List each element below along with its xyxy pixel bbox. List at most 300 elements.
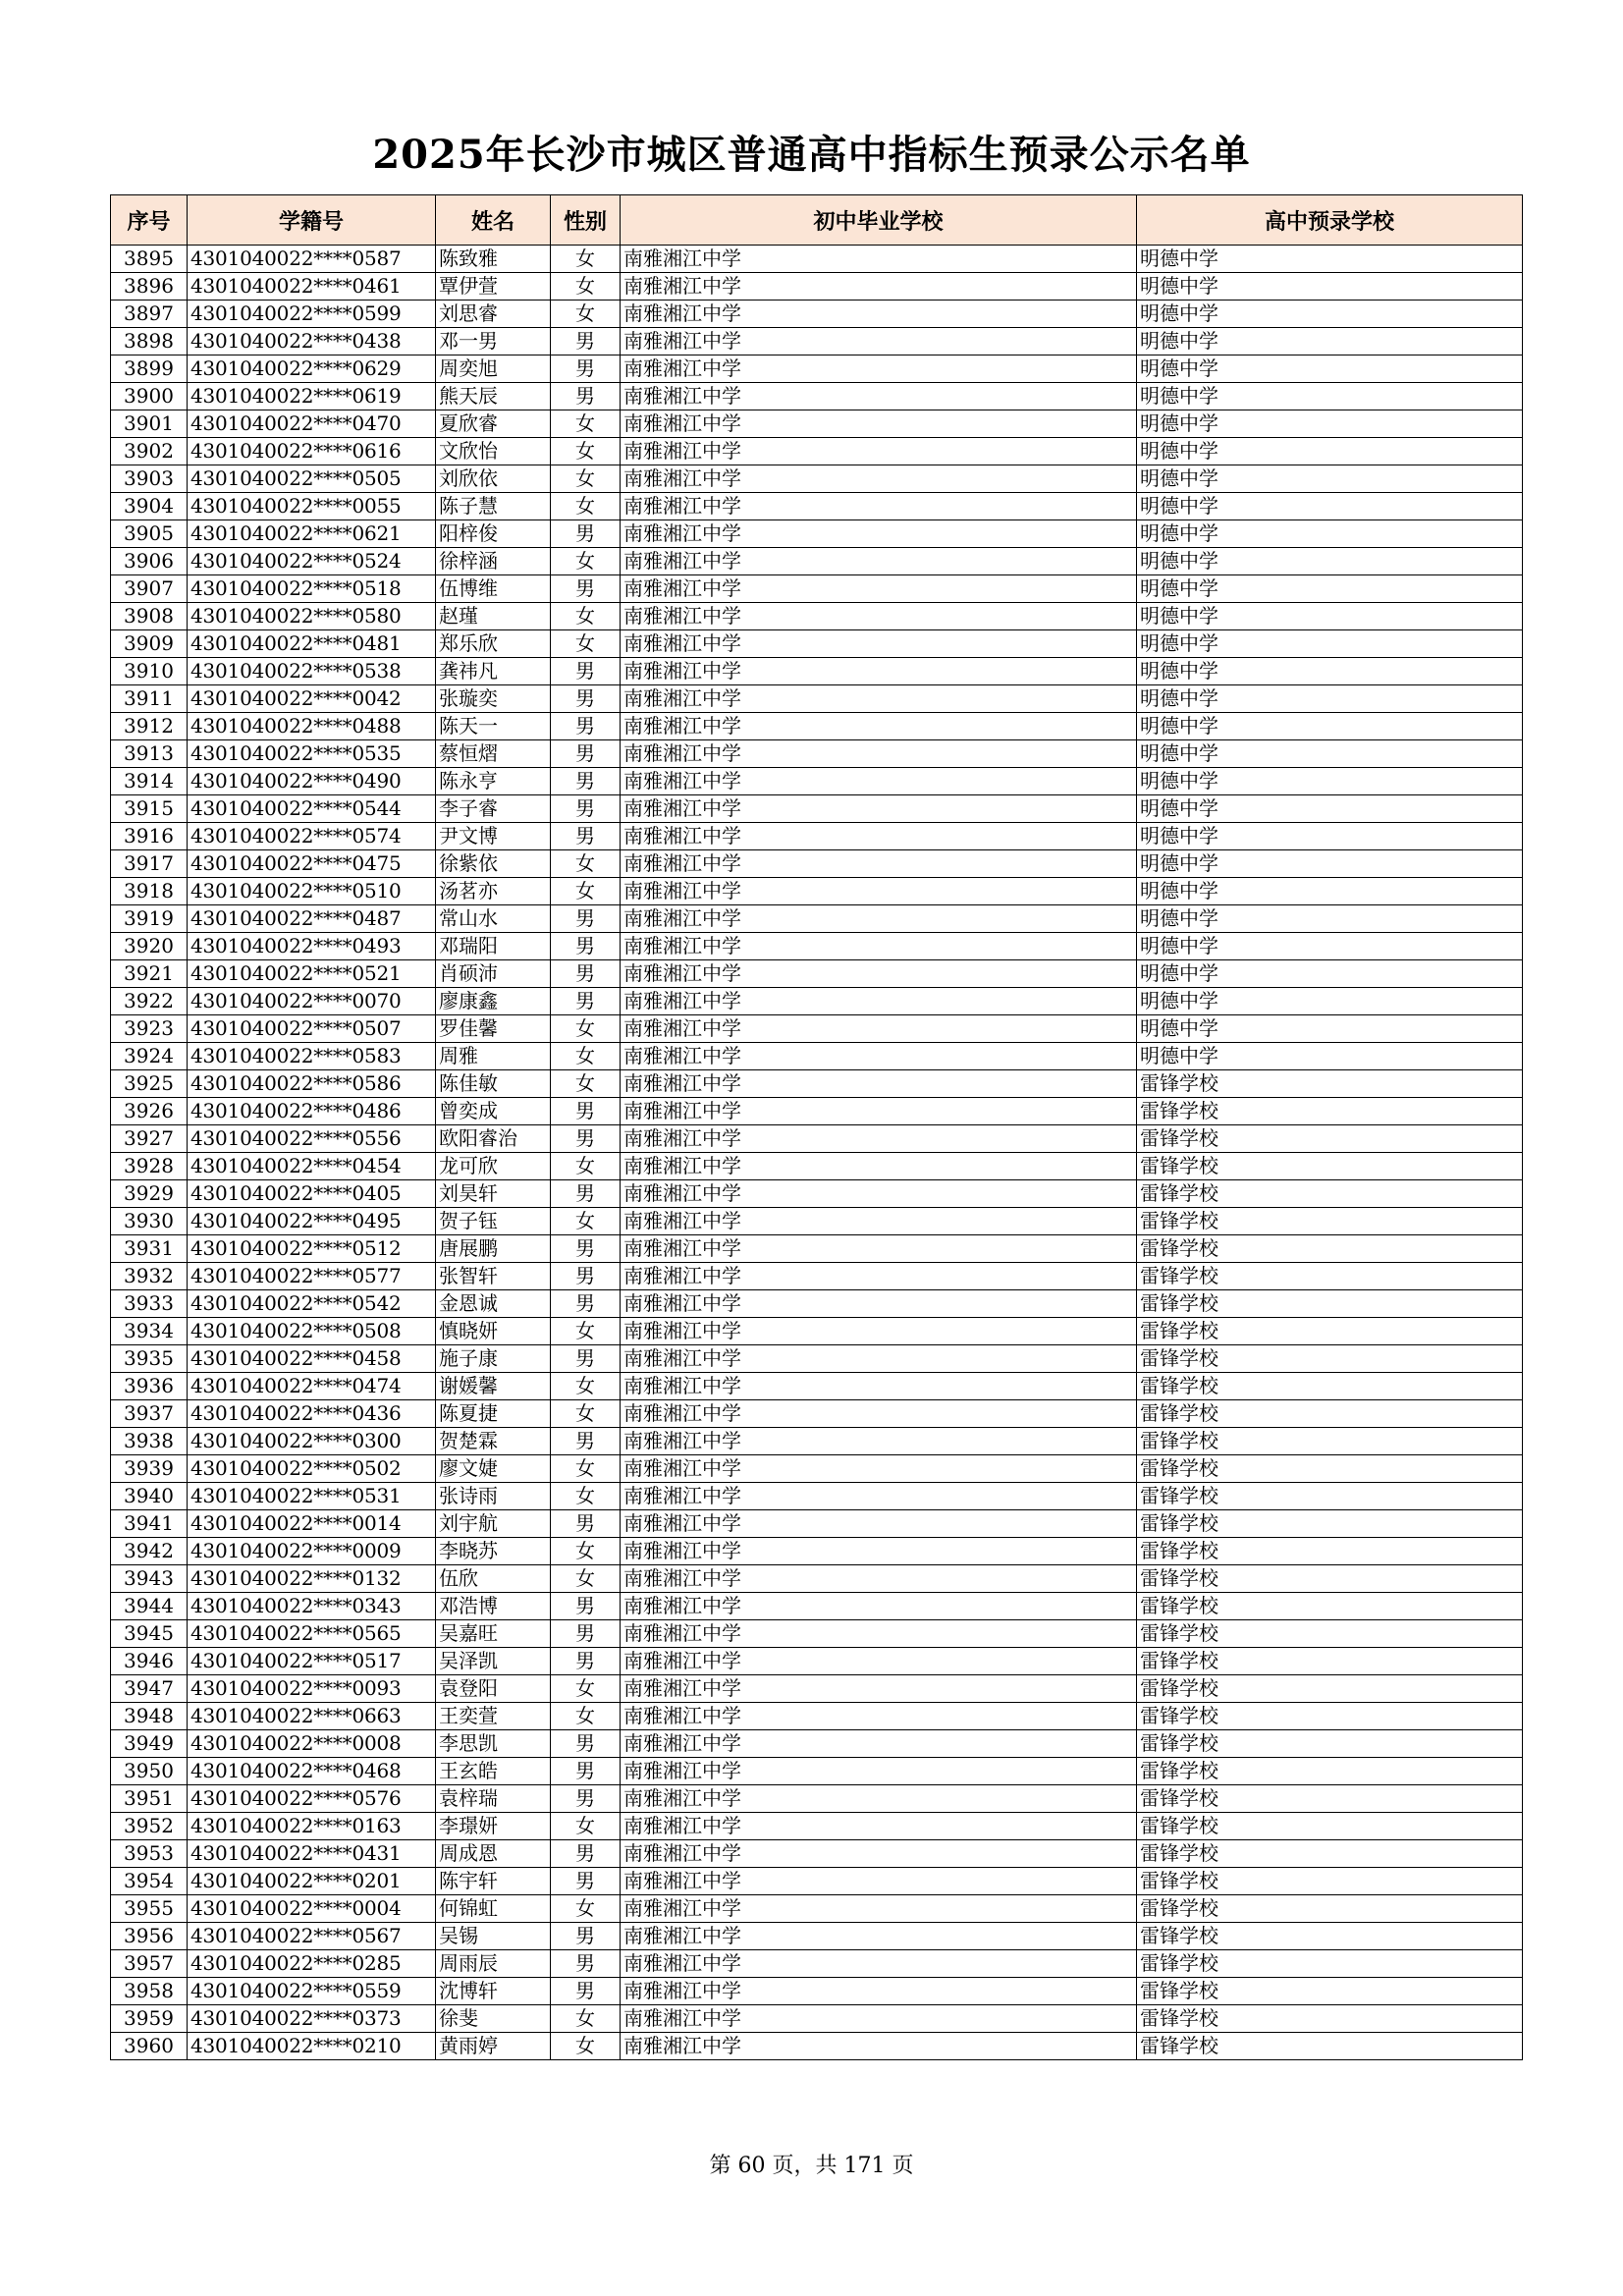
cell-name: 陈永亨 xyxy=(436,768,551,795)
table-row xyxy=(111,1758,1523,1785)
cell-junior-school: 南雅湘江中学 xyxy=(621,878,1137,905)
cell-name: 文欣怡 xyxy=(436,438,551,465)
cell-junior-school: 南雅湘江中学 xyxy=(621,1923,1137,1950)
table-row xyxy=(111,438,1523,465)
cell-num: 3915 xyxy=(111,795,188,823)
cell-name: 黄雨婷 xyxy=(436,2033,551,2060)
cell-student-id: 4301040022****0524 xyxy=(188,548,436,575)
cell-sex: 男 xyxy=(551,1593,621,1620)
table-row xyxy=(111,575,1523,603)
cell-name: 周雨辰 xyxy=(436,1950,551,1978)
cell-student-id: 4301040022****0008 xyxy=(188,1730,436,1758)
cell-name: 徐斐 xyxy=(436,2005,551,2033)
table-row xyxy=(111,905,1523,933)
cell-junior-school: 南雅湘江中学 xyxy=(621,1538,1137,1565)
table-row xyxy=(111,1785,1523,1813)
cell-senior-school: 明德中学 xyxy=(1137,850,1523,878)
cell-name: 何锦虹 xyxy=(436,1895,551,1923)
cell-num: 3914 xyxy=(111,768,188,795)
cell-sex: 男 xyxy=(551,328,621,355)
cell-name: 陈夏捷 xyxy=(436,1400,551,1428)
cell-name: 肖硕沛 xyxy=(436,960,551,988)
cell-num: 3927 xyxy=(111,1125,188,1153)
cell-student-id: 4301040022****0663 xyxy=(188,1703,436,1730)
table-row xyxy=(111,1620,1523,1648)
cell-senior-school: 雷锋学校 xyxy=(1137,1455,1523,1483)
cell-student-id: 4301040022****0517 xyxy=(188,1648,436,1675)
header-junior-school: 初中毕业学校 xyxy=(621,195,1137,246)
table-row xyxy=(111,520,1523,548)
cell-student-id: 4301040022****0468 xyxy=(188,1758,436,1785)
cell-sex: 女 xyxy=(551,1703,621,1730)
cell-senior-school: 明德中学 xyxy=(1137,905,1523,933)
cell-senior-school: 雷锋学校 xyxy=(1137,1345,1523,1373)
table-row xyxy=(111,1813,1523,1840)
cell-student-id: 4301040022****0486 xyxy=(188,1098,436,1125)
cell-student-id: 4301040022****0461 xyxy=(188,273,436,301)
cell-senior-school: 明德中学 xyxy=(1137,603,1523,630)
admission-list-table xyxy=(110,194,1523,2060)
cell-sex: 男 xyxy=(551,960,621,988)
table-row xyxy=(111,1950,1523,1978)
cell-name: 陈致雅 xyxy=(436,246,551,273)
cell-student-id: 4301040022****0521 xyxy=(188,960,436,988)
cell-num: 3957 xyxy=(111,1950,188,1978)
header-row xyxy=(111,195,1523,246)
table-row xyxy=(111,1318,1523,1345)
table-row xyxy=(111,1345,1523,1373)
cell-name: 张璇奕 xyxy=(436,685,551,713)
cell-junior-school: 南雅湘江中学 xyxy=(621,410,1137,438)
cell-name: 陈子慧 xyxy=(436,493,551,520)
cell-sex: 男 xyxy=(551,1648,621,1675)
cell-senior-school: 雷锋学校 xyxy=(1137,1565,1523,1593)
cell-student-id: 4301040022****0042 xyxy=(188,685,436,713)
table-row xyxy=(111,2033,1523,2060)
cell-junior-school: 南雅湘江中学 xyxy=(621,1620,1137,1648)
cell-sex: 女 xyxy=(551,1043,621,1070)
cell-name: 罗佳馨 xyxy=(436,1015,551,1043)
cell-name: 陈佳敏 xyxy=(436,1070,551,1098)
table-row xyxy=(111,1675,1523,1703)
cell-student-id: 4301040022****0055 xyxy=(188,493,436,520)
cell-senior-school: 明德中学 xyxy=(1137,465,1523,493)
cell-sex: 女 xyxy=(551,1895,621,1923)
cell-num: 3938 xyxy=(111,1428,188,1455)
cell-student-id: 4301040022****0163 xyxy=(188,1813,436,1840)
cell-student-id: 4301040022****0535 xyxy=(188,740,436,768)
cell-senior-school: 雷锋学校 xyxy=(1137,1813,1523,1840)
cell-num: 3896 xyxy=(111,273,188,301)
cell-sex: 男 xyxy=(551,1345,621,1373)
cell-sex: 男 xyxy=(551,575,621,603)
table-row xyxy=(111,1208,1523,1235)
cell-num: 3939 xyxy=(111,1455,188,1483)
cell-name: 吴泽凯 xyxy=(436,1648,551,1675)
cell-senior-school: 雷锋学校 xyxy=(1137,1290,1523,1318)
cell-sex: 女 xyxy=(551,1373,621,1400)
cell-sex: 男 xyxy=(551,1290,621,1318)
cell-sex: 男 xyxy=(551,1620,621,1648)
cell-num: 3903 xyxy=(111,465,188,493)
cell-student-id: 4301040022****0565 xyxy=(188,1620,436,1648)
cell-num: 3921 xyxy=(111,960,188,988)
cell-senior-school: 雷锋学校 xyxy=(1137,2033,1523,2060)
cell-junior-school: 南雅湘江中学 xyxy=(621,1455,1137,1483)
cell-name: 谢媛馨 xyxy=(436,1373,551,1400)
table-row xyxy=(111,1043,1523,1070)
header-num: 序号 xyxy=(111,195,188,246)
cell-name: 周雅 xyxy=(436,1043,551,1070)
cell-sex: 男 xyxy=(551,1758,621,1785)
cell-name: 伍博维 xyxy=(436,575,551,603)
cell-senior-school: 雷锋学校 xyxy=(1137,1125,1523,1153)
cell-sex: 男 xyxy=(551,988,621,1015)
cell-name: 覃伊萱 xyxy=(436,273,551,301)
cell-num: 3907 xyxy=(111,575,188,603)
cell-name: 尹文博 xyxy=(436,823,551,850)
cell-junior-school: 南雅湘江中学 xyxy=(621,1125,1137,1153)
cell-num: 3919 xyxy=(111,905,188,933)
cell-senior-school: 明德中学 xyxy=(1137,301,1523,328)
cell-student-id: 4301040022****0009 xyxy=(188,1538,436,1565)
cell-num: 3947 xyxy=(111,1675,188,1703)
cell-student-id: 4301040022****0531 xyxy=(188,1483,436,1510)
cell-junior-school: 南雅湘江中学 xyxy=(621,520,1137,548)
cell-sex: 女 xyxy=(551,1538,621,1565)
cell-junior-school: 南雅湘江中学 xyxy=(621,1950,1137,1978)
cell-senior-school: 明德中学 xyxy=(1137,768,1523,795)
cell-junior-school: 南雅湘江中学 xyxy=(621,988,1137,1015)
cell-sex: 女 xyxy=(551,1400,621,1428)
table-row xyxy=(111,1483,1523,1510)
cell-num: 3911 xyxy=(111,685,188,713)
cell-senior-school: 雷锋学校 xyxy=(1137,1538,1523,1565)
cell-name: 慎晓妍 xyxy=(436,1318,551,1345)
cell-student-id: 4301040022****0488 xyxy=(188,713,436,740)
cell-junior-school: 南雅湘江中学 xyxy=(621,850,1137,878)
cell-student-id: 4301040022****0004 xyxy=(188,1895,436,1923)
cell-name: 李思凯 xyxy=(436,1730,551,1758)
cell-junior-school: 南雅湘江中学 xyxy=(621,301,1137,328)
cell-junior-school: 南雅湘江中学 xyxy=(621,438,1137,465)
table-row xyxy=(111,1703,1523,1730)
cell-student-id: 4301040022****0458 xyxy=(188,1345,436,1373)
cell-num: 3925 xyxy=(111,1070,188,1098)
cell-senior-school: 雷锋学校 xyxy=(1137,1593,1523,1620)
cell-senior-school: 明德中学 xyxy=(1137,575,1523,603)
cell-senior-school: 明德中学 xyxy=(1137,548,1523,575)
page-footer: 第 60 页，共 171 页 xyxy=(709,2154,914,2178)
cell-sex: 男 xyxy=(551,1785,621,1813)
cell-sex: 女 xyxy=(551,1565,621,1593)
cell-junior-school: 南雅湘江中学 xyxy=(621,1043,1137,1070)
cell-sex: 女 xyxy=(551,465,621,493)
cell-student-id: 4301040022****0490 xyxy=(188,768,436,795)
table-row xyxy=(111,1400,1523,1428)
cell-senior-school: 明德中学 xyxy=(1137,1015,1523,1043)
cell-student-id: 4301040022****0132 xyxy=(188,1565,436,1593)
cell-junior-school: 南雅湘江中学 xyxy=(621,1895,1137,1923)
cell-student-id: 4301040022****0201 xyxy=(188,1868,436,1895)
cell-sex: 女 xyxy=(551,2005,621,2033)
cell-name: 李晓苏 xyxy=(436,1538,551,1565)
table-row xyxy=(111,1235,1523,1263)
cell-sex: 女 xyxy=(551,438,621,465)
cell-senior-school: 雷锋学校 xyxy=(1137,1758,1523,1785)
cell-student-id: 4301040022****0574 xyxy=(188,823,436,850)
cell-name: 王奕萱 xyxy=(436,1703,551,1730)
cell-num: 3951 xyxy=(111,1785,188,1813)
cell-num: 3917 xyxy=(111,850,188,878)
table-row xyxy=(111,933,1523,960)
cell-num: 3897 xyxy=(111,301,188,328)
cell-student-id: 4301040022****0599 xyxy=(188,301,436,328)
cell-student-id: 4301040022****0436 xyxy=(188,1400,436,1428)
cell-num: 3948 xyxy=(111,1703,188,1730)
cell-num: 3895 xyxy=(111,246,188,273)
cell-student-id: 4301040022****0544 xyxy=(188,795,436,823)
cell-junior-school: 南雅湘江中学 xyxy=(621,1098,1137,1125)
cell-name: 廖文婕 xyxy=(436,1455,551,1483)
cell-junior-school: 南雅湘江中学 xyxy=(621,493,1137,520)
table-row xyxy=(111,850,1523,878)
cell-student-id: 4301040022****0567 xyxy=(188,1923,436,1950)
cell-senior-school: 雷锋学校 xyxy=(1137,1180,1523,1208)
cell-junior-school: 南雅湘江中学 xyxy=(621,1648,1137,1675)
cell-senior-school: 雷锋学校 xyxy=(1137,1978,1523,2005)
cell-sex: 男 xyxy=(551,740,621,768)
cell-student-id: 4301040022****0373 xyxy=(188,2005,436,2033)
table-row xyxy=(111,410,1523,438)
table-row xyxy=(111,1153,1523,1180)
cell-name: 沈博轩 xyxy=(436,1978,551,2005)
cell-student-id: 4301040022****0542 xyxy=(188,1290,436,1318)
table-row xyxy=(111,465,1523,493)
cell-name: 龚祎凡 xyxy=(436,658,551,685)
table-row xyxy=(111,246,1523,273)
table-row xyxy=(111,2005,1523,2033)
table-row xyxy=(111,1015,1523,1043)
cell-student-id: 4301040022****0493 xyxy=(188,933,436,960)
cell-num: 3941 xyxy=(111,1510,188,1538)
cell-sex: 女 xyxy=(551,603,621,630)
cell-num: 3932 xyxy=(111,1263,188,1290)
cell-senior-school: 明德中学 xyxy=(1137,1043,1523,1070)
cell-num: 3906 xyxy=(111,548,188,575)
cell-num: 3928 xyxy=(111,1153,188,1180)
cell-senior-school: 雷锋学校 xyxy=(1137,1923,1523,1950)
cell-senior-school: 明德中学 xyxy=(1137,823,1523,850)
page-title: 2025年长沙市城区普通高中指标生预录公示名单 xyxy=(372,132,1251,178)
cell-num: 3920 xyxy=(111,933,188,960)
cell-student-id: 4301040022****0508 xyxy=(188,1318,436,1345)
cell-sex: 女 xyxy=(551,410,621,438)
cell-junior-school: 南雅湘江中学 xyxy=(621,1290,1137,1318)
cell-num: 3937 xyxy=(111,1400,188,1428)
cell-junior-school: 南雅湘江中学 xyxy=(621,548,1137,575)
cell-senior-school: 明德中学 xyxy=(1137,658,1523,685)
cell-junior-school: 南雅湘江中学 xyxy=(621,1840,1137,1868)
cell-sex: 男 xyxy=(551,823,621,850)
cell-junior-school: 南雅湘江中学 xyxy=(621,1263,1137,1290)
cell-senior-school: 雷锋学校 xyxy=(1137,1373,1523,1400)
cell-sex: 女 xyxy=(551,1483,621,1510)
cell-senior-school: 雷锋学校 xyxy=(1137,2005,1523,2033)
table-row xyxy=(111,960,1523,988)
cell-senior-school: 雷锋学校 xyxy=(1137,1483,1523,1510)
cell-num: 3955 xyxy=(111,1895,188,1923)
cell-student-id: 4301040022****0559 xyxy=(188,1978,436,2005)
cell-name: 贺楚霖 xyxy=(436,1428,551,1455)
cell-junior-school: 南雅湘江中学 xyxy=(621,1318,1137,1345)
table-row xyxy=(111,1593,1523,1620)
cell-student-id: 4301040022****0475 xyxy=(188,850,436,878)
cell-sex: 女 xyxy=(551,2033,621,2060)
cell-name: 曾奕成 xyxy=(436,1098,551,1125)
table-row xyxy=(111,1730,1523,1758)
table-row xyxy=(111,1510,1523,1538)
cell-sex: 女 xyxy=(551,1153,621,1180)
cell-junior-school: 南雅湘江中学 xyxy=(621,1593,1137,1620)
cell-num: 3913 xyxy=(111,740,188,768)
cell-sex: 女 xyxy=(551,548,621,575)
cell-num: 3905 xyxy=(111,520,188,548)
cell-junior-school: 南雅湘江中学 xyxy=(621,823,1137,850)
cell-num: 3916 xyxy=(111,823,188,850)
cell-sex: 男 xyxy=(551,1235,621,1263)
cell-junior-school: 南雅湘江中学 xyxy=(621,1235,1137,1263)
cell-senior-school: 明德中学 xyxy=(1137,795,1523,823)
cell-senior-school: 雷锋学校 xyxy=(1137,1070,1523,1098)
cell-junior-school: 南雅湘江中学 xyxy=(621,1070,1137,1098)
cell-senior-school: 明德中学 xyxy=(1137,355,1523,383)
cell-student-id: 4301040022****0507 xyxy=(188,1015,436,1043)
cell-junior-school: 南雅湘江中学 xyxy=(621,960,1137,988)
cell-sex: 男 xyxy=(551,355,621,383)
cell-num: 3930 xyxy=(111,1208,188,1235)
cell-student-id: 4301040022****0438 xyxy=(188,328,436,355)
table-row xyxy=(111,988,1523,1015)
cell-name: 熊天辰 xyxy=(436,383,551,410)
cell-num: 3949 xyxy=(111,1730,188,1758)
cell-num: 3933 xyxy=(111,1290,188,1318)
cell-name: 汤茗亦 xyxy=(436,878,551,905)
cell-sex: 男 xyxy=(551,1730,621,1758)
cell-junior-school: 南雅湘江中学 xyxy=(621,1483,1137,1510)
cell-senior-school: 明德中学 xyxy=(1137,410,1523,438)
cell-senior-school: 明德中学 xyxy=(1137,740,1523,768)
cell-senior-school: 明德中学 xyxy=(1137,383,1523,410)
cell-student-id: 4301040022****0070 xyxy=(188,988,436,1015)
cell-num: 3940 xyxy=(111,1483,188,1510)
table-row xyxy=(111,1125,1523,1153)
cell-num: 3960 xyxy=(111,2033,188,2060)
cell-student-id: 4301040022****0093 xyxy=(188,1675,436,1703)
cell-name: 袁梓瑞 xyxy=(436,1785,551,1813)
table-row xyxy=(111,328,1523,355)
cell-junior-school: 南雅湘江中学 xyxy=(621,740,1137,768)
table-row xyxy=(111,1455,1523,1483)
cell-junior-school: 南雅湘江中学 xyxy=(621,465,1137,493)
cell-senior-school: 雷锋学校 xyxy=(1137,1208,1523,1235)
cell-sex: 女 xyxy=(551,630,621,658)
cell-junior-school: 南雅湘江中学 xyxy=(621,768,1137,795)
cell-name: 阳梓俊 xyxy=(436,520,551,548)
cell-num: 3902 xyxy=(111,438,188,465)
cell-name: 廖康鑫 xyxy=(436,988,551,1015)
table-row xyxy=(111,1428,1523,1455)
cell-senior-school: 明德中学 xyxy=(1137,713,1523,740)
table-row xyxy=(111,658,1523,685)
cell-student-id: 4301040022****0556 xyxy=(188,1125,436,1153)
cell-name: 郑乐欣 xyxy=(436,630,551,658)
cell-student-id: 4301040022****0502 xyxy=(188,1455,436,1483)
cell-num: 3926 xyxy=(111,1098,188,1125)
cell-student-id: 4301040022****0405 xyxy=(188,1180,436,1208)
table-row xyxy=(111,768,1523,795)
cell-name: 吴嘉旺 xyxy=(436,1620,551,1648)
cell-junior-school: 南雅湘江中学 xyxy=(621,933,1137,960)
cell-student-id: 4301040022****0210 xyxy=(188,2033,436,2060)
cell-senior-school: 明德中学 xyxy=(1137,520,1523,548)
cell-num: 3950 xyxy=(111,1758,188,1785)
cell-name: 邓浩博 xyxy=(436,1593,551,1620)
cell-name: 欧阳睿治 xyxy=(436,1125,551,1153)
cell-sex: 男 xyxy=(551,520,621,548)
cell-senior-school: 雷锋学校 xyxy=(1137,1895,1523,1923)
cell-name: 伍欣 xyxy=(436,1565,551,1593)
cell-name: 邓瑞阳 xyxy=(436,933,551,960)
cell-sex: 女 xyxy=(551,850,621,878)
cell-num: 3910 xyxy=(111,658,188,685)
cell-num: 3931 xyxy=(111,1235,188,1263)
cell-student-id: 4301040022****0619 xyxy=(188,383,436,410)
cell-sex: 女 xyxy=(551,1015,621,1043)
cell-name: 周成恩 xyxy=(436,1840,551,1868)
cell-junior-school: 南雅湘江中学 xyxy=(621,603,1137,630)
cell-num: 3935 xyxy=(111,1345,188,1373)
cell-student-id: 4301040022****0505 xyxy=(188,465,436,493)
cell-num: 3898 xyxy=(111,328,188,355)
cell-name: 周奕旭 xyxy=(436,355,551,383)
table-row xyxy=(111,795,1523,823)
cell-senior-school: 雷锋学校 xyxy=(1137,1703,1523,1730)
table-row xyxy=(111,548,1523,575)
header-name: 姓名 xyxy=(436,195,551,246)
cell-student-id: 4301040022****0518 xyxy=(188,575,436,603)
cell-name: 张智轩 xyxy=(436,1263,551,1290)
cell-junior-school: 南雅湘江中学 xyxy=(621,1510,1137,1538)
table-row xyxy=(111,1840,1523,1868)
cell-sex: 男 xyxy=(551,713,621,740)
cell-sex: 男 xyxy=(551,1840,621,1868)
table-row xyxy=(111,273,1523,301)
cell-num: 3946 xyxy=(111,1648,188,1675)
cell-student-id: 4301040022****0431 xyxy=(188,1840,436,1868)
cell-junior-school: 南雅湘江中学 xyxy=(621,1400,1137,1428)
cell-name: 李子睿 xyxy=(436,795,551,823)
cell-num: 3918 xyxy=(111,878,188,905)
table-row xyxy=(111,1263,1523,1290)
table-row xyxy=(111,1648,1523,1675)
cell-junior-school: 南雅湘江中学 xyxy=(621,2033,1137,2060)
cell-sex: 女 xyxy=(551,493,621,520)
cell-junior-school: 南雅湘江中学 xyxy=(621,1015,1137,1043)
cell-senior-school: 明德中学 xyxy=(1137,273,1523,301)
cell-sex: 男 xyxy=(551,933,621,960)
cell-name: 徐梓涵 xyxy=(436,548,551,575)
